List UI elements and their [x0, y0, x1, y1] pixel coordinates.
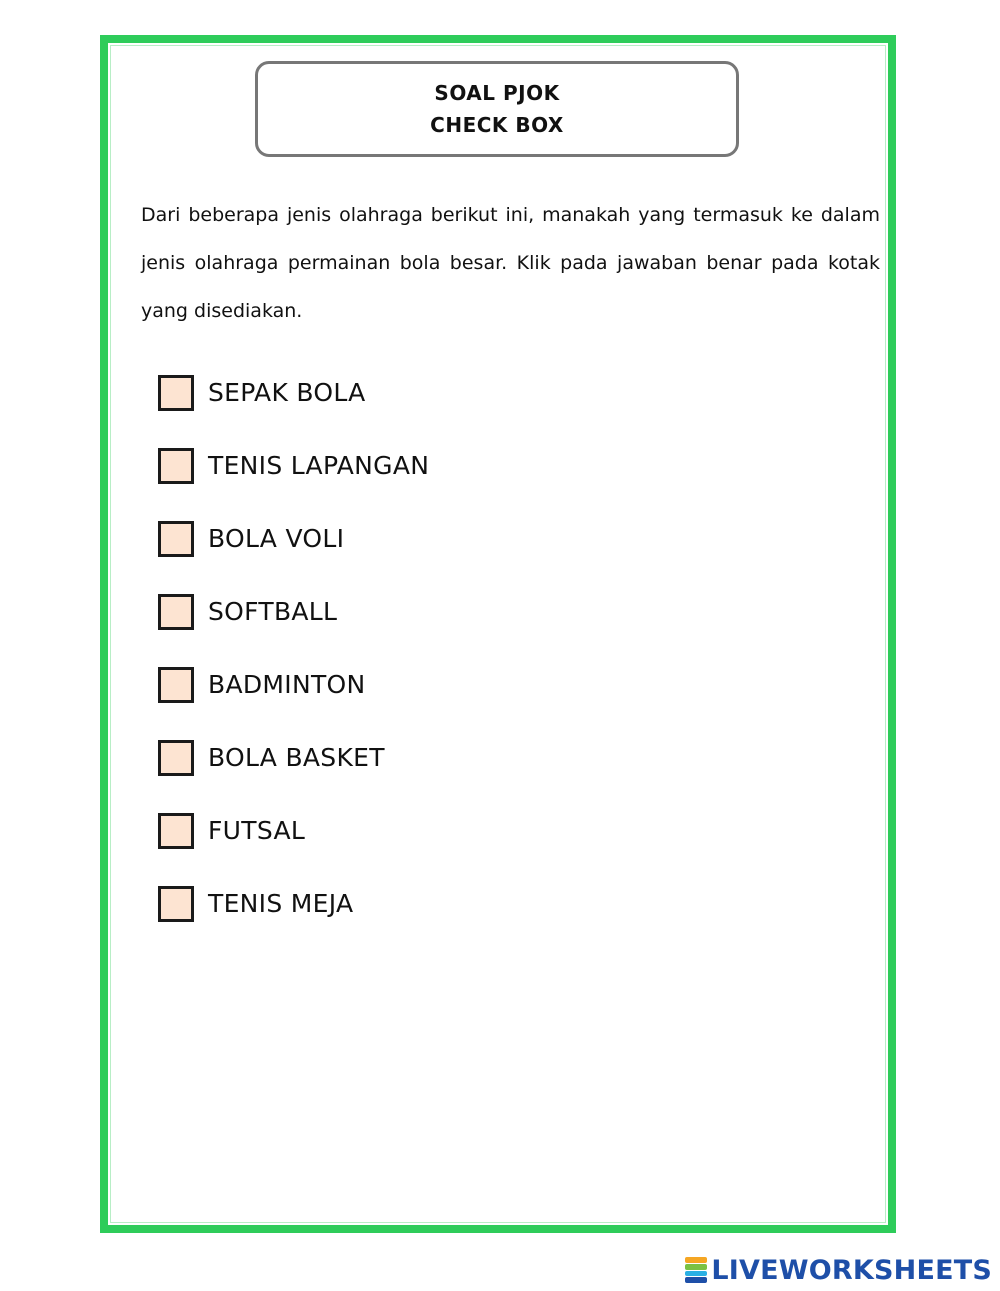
answer-option	[158, 813, 429, 886]
question-instructions: Dari beberapa jenis olahraga berikut ini, manakah yang termasuk ke dalam jenis olahraga permainan bola besar. Klik pada jawaban benar pada kotak yang disediakan.	[141, 204, 880, 322]
option-label: BADMINTON	[208, 670, 366, 699]
logo-text: LIVEWORKSHEETS	[711, 1254, 992, 1286]
option-label: TENIS LAPANGAN	[208, 451, 430, 480]
option-label: FUTSAL	[208, 816, 306, 845]
answer-option-list	[158, 375, 429, 959]
option-label: BOLA BASKET	[208, 743, 385, 772]
checkbox-futsal[interactable]	[158, 813, 194, 849]
option-label: SOFTBALL	[208, 597, 338, 626]
title-box	[255, 61, 739, 157]
checkbox-sepak-bola[interactable]	[158, 375, 194, 411]
option-label: SEPAK BOLA	[208, 378, 366, 407]
liveworksheets-logo[interactable]	[685, 1250, 992, 1290]
checkbox-tenis-lapangan[interactable]	[158, 448, 194, 484]
page-title: SOAL PJOK	[434, 81, 560, 105]
checkbox-bola-basket[interactable]	[158, 740, 194, 776]
checkbox-badminton[interactable]	[158, 667, 194, 703]
answer-option	[158, 594, 429, 667]
option-label: BOLA VOLI	[208, 524, 345, 553]
checkbox-tenis-meja[interactable]	[158, 886, 194, 922]
answer-option	[158, 667, 429, 740]
liveworksheets-icon	[685, 1257, 707, 1283]
answer-option	[158, 886, 429, 959]
answer-option	[158, 448, 429, 521]
answer-option	[158, 740, 429, 813]
worksheet-frame	[100, 35, 896, 1233]
option-label: TENIS MEJA	[208, 889, 354, 918]
checkbox-bola-voli[interactable]	[158, 521, 194, 557]
page-subtitle: CHECK BOX	[430, 113, 564, 137]
answer-option	[158, 521, 429, 594]
checkbox-softball[interactable]	[158, 594, 194, 630]
answer-option	[158, 375, 429, 448]
